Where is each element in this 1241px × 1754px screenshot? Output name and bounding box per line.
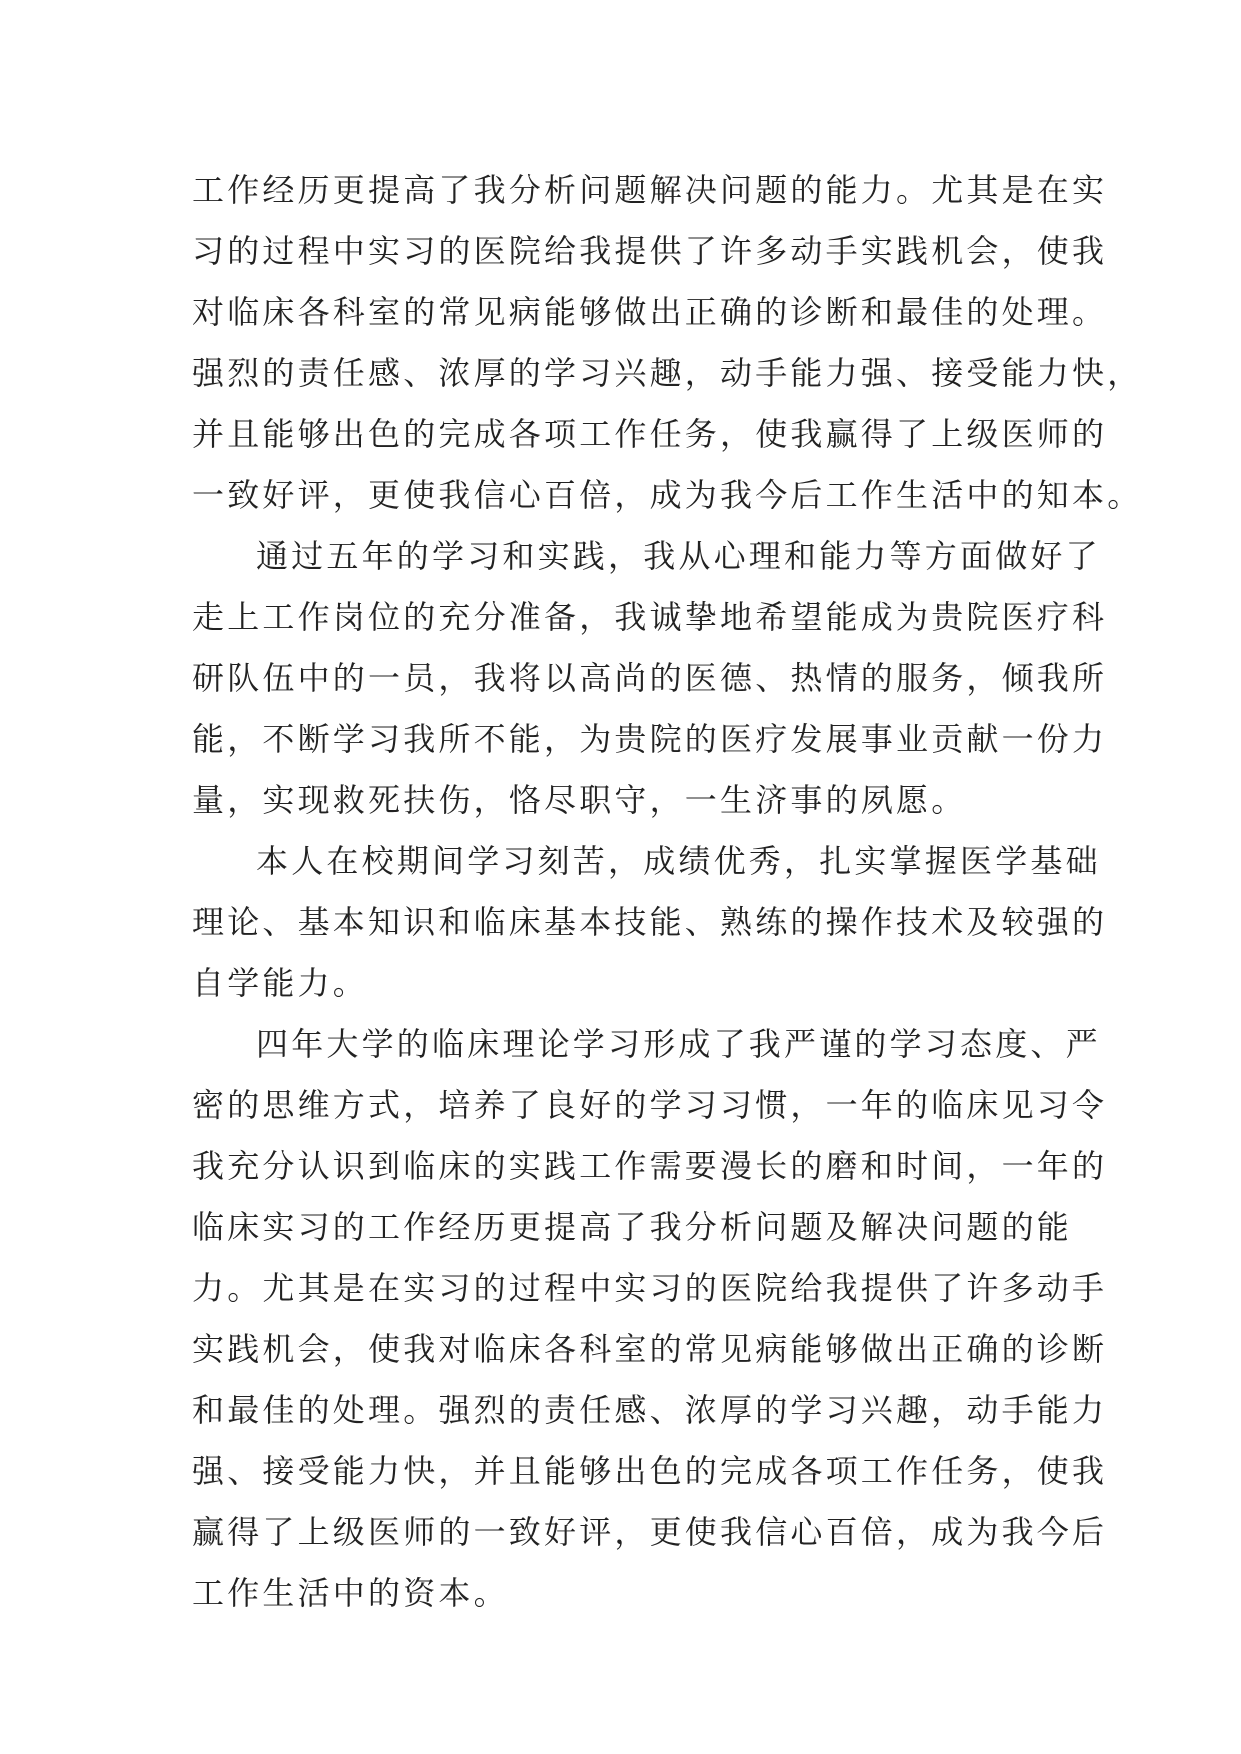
text-line: 能，不断学习我所不能，为贵院的医疗发展事业贡献一份力 bbox=[192, 720, 1108, 758]
text-line: 我充分认识到临床的实践工作需要漫长的磨和时间，一年的 bbox=[192, 1147, 1108, 1185]
document-body bbox=[192, 160, 1143, 1624]
text-line: 走上工作岗位的充分准备，我诚挚地希望能成为贵院医疗科 bbox=[192, 598, 1108, 636]
text-line: 强烈的责任感、浓厚的学习兴趣，动手能力强、接受能力快， bbox=[192, 354, 1143, 392]
text-line: 习的过程中实习的医院给我提供了许多动手实践机会，使我 bbox=[192, 232, 1108, 270]
paragraph-2 bbox=[192, 526, 1108, 831]
text-line: 力。尤其是在实习的过程中实习的医院给我提供了许多动手 bbox=[192, 1269, 1108, 1307]
text-line: 一致好评，更使我信心百倍，成为我今后工作生活中的知本。 bbox=[192, 476, 1143, 514]
text-line: 和最佳的处理。强烈的责任感、浓厚的学习兴趣，动手能力 bbox=[192, 1391, 1108, 1429]
text-line: 强、接受能力快，并且能够出色的完成各项工作任务，使我 bbox=[192, 1452, 1108, 1490]
text-line: 并且能够出色的完成各项工作任务，使我赢得了上级医师的 bbox=[192, 415, 1108, 453]
paragraph-4 bbox=[192, 1014, 1108, 1624]
text-line: 自学能力。 bbox=[192, 964, 369, 1002]
text-line-indented: 通过五年的学习和实践，我从心理和能力等方面做好了 bbox=[256, 537, 1101, 575]
text-line-indented: 四年大学的临床理论学习形成了我严谨的学习态度、严 bbox=[256, 1025, 1101, 1063]
text-line: 密的思维方式，培养了良好的学习习惯，一年的临床见习令 bbox=[192, 1086, 1108, 1124]
text-line: 赢得了上级医师的一致好评，更使我信心百倍，成为我今后 bbox=[192, 1513, 1108, 1551]
text-line: 研队伍中的一员，我将以高尚的医德、热情的服务，倾我所 bbox=[192, 659, 1108, 697]
text-line-indented: 本人在校期间学习刻苦，成绩优秀，扎实掌握医学基础 bbox=[256, 842, 1101, 880]
text-line: 实践机会，使我对临床各科室的常见病能够做出正确的诊断 bbox=[192, 1330, 1108, 1368]
paragraph-3 bbox=[192, 831, 1108, 1014]
text-line: 量，实现救死扶伤，恪尽职守，一生济事的夙愿。 bbox=[192, 781, 967, 819]
text-line: 工作生活中的资本。 bbox=[192, 1574, 509, 1612]
text-line: 临床实习的工作经历更提高了我分析问题及解决问题的能 bbox=[192, 1208, 1073, 1246]
text-line: 理论、基本知识和临床基本技能、熟练的操作技术及较强的 bbox=[192, 903, 1108, 941]
text-line: 对临床各科室的常见病能够做出正确的诊断和最佳的处理。 bbox=[192, 293, 1108, 331]
text-line: 工作经历更提高了我分析问题解决问题的能力。尤其是在实 bbox=[192, 171, 1108, 209]
paragraph-1 bbox=[192, 160, 1143, 526]
